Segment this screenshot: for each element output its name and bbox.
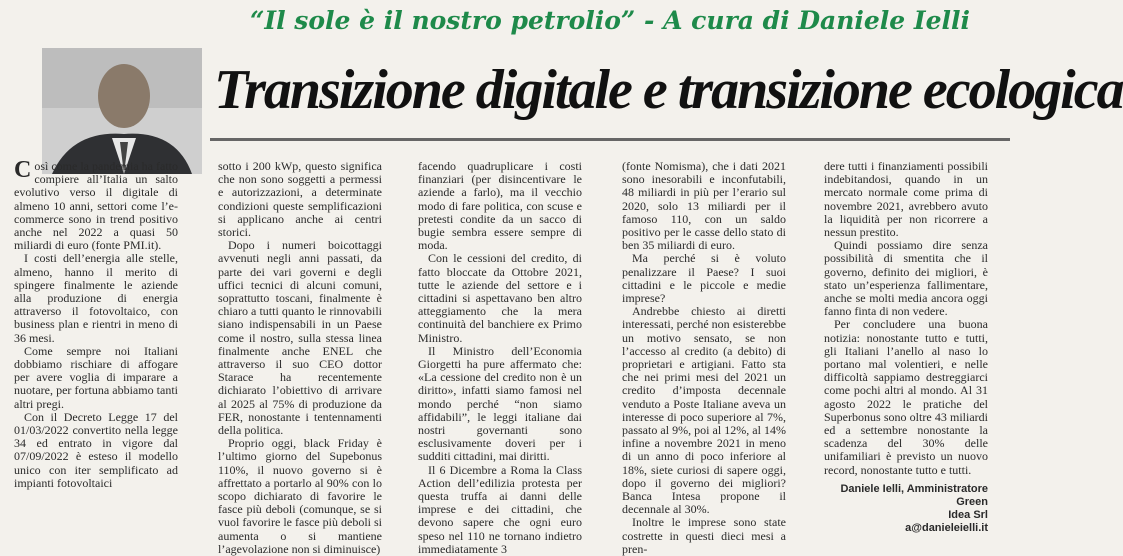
paragraph: sotto i 200 kWp, questo significa che non sono soggetti a permessi e autorizzazioni, a determinate condizioni queste semplificazioni si applicano anche ai centri storici. (218, 159, 382, 240)
paragraph: Proprio oggi, black Friday è l’ultimo giorno del Supebonus 110%, il nuovo governo si è affrettato a portarlo al 90% con lo scopo dichiarato di favorire le fasce più deboli (comunque, se si vuol favorire le fasce più deboli si aumenta o si mantiene l’agevolazione non si diminuisce) (218, 436, 382, 556)
paragraph: Come sempre noi Italiani dobbiamo rischiare di affogare per avere voglia di imparare a nuotare, per fortuna abbiamo tanti altri pregi. (14, 343, 178, 411)
paragraph: Il Ministro dell’Economia Giorgetti ha pure affermato che: «La cessione del credito non è un diritto», infatti siamo famosi nel mondo perché “non siamo affidabili”, le leggi italiane dai nostri governanti sono esclusivamente doveri per i sudditi cittadini, mai diritti. (418, 343, 582, 464)
paragraph: Con il Decreto Legge 17 del 01/03/2022 convertito nella legge 34 ed entrato in vigore dal 07/09/2022 è esteso il modello unico con iter semplificato ad impianti fotovoltaici (14, 409, 178, 490)
author-portrait-illustration (42, 48, 202, 174)
paragraph: facendo quadruplicare i costi finanziari (per disincentivare le aziende a farlo), ma il vecchio modo di fare politica, con scuse e pretesti condite da un sacco di bugie sembra essere sempre di moda. (418, 159, 582, 253)
paragraph: I costi dell’energia alle stelle, almeno, hanno il merito di spingere finalmente le aziende alla produzione di energia attraverso il fotovoltaico, con business plan e rientri in meno di 36 mesi. (14, 251, 178, 345)
paragraph: Così come la pandemia ha fatto compiere all’Italia un salto evolutivo verso il digitale di almeno 10 anni, settori come l’e-commerce sono in trend positivo anche nel 2022 a quasi 50 miliardi di euro (fonte PMI.it). (14, 157, 178, 253)
paragraph: Per concludere una buona notizia: nonostante tutto e tutti, gli Italiani l’anello al naso lo portano mal volentieri, e nelle difficoltà sappiamo destreggiarci come pochi altri al mondo. Al 31 agosto 2022 le pratiche del Superbonus sono oltre 43 miliardi ed a settembre nonostante la scadenza del 30% delle unifamiliari è previsto un nuovo record, nonostante tutto e tutti. (824, 317, 988, 477)
article-column-1 (14, 157, 178, 490)
author-photo (42, 48, 202, 174)
paragraph: Con le cessioni del credito, di fatto bloccate da Ottobre 2021, tutte le aziende del settore e i cittadini si aspettavano ben altro atteggiamento che la mera continuità del banchiere ex Primo Ministro. (418, 251, 582, 345)
article-column-2 (218, 160, 382, 556)
drop-cap: C (14, 157, 32, 183)
signature-company: Idea Srl (948, 508, 988, 521)
article-column-5 (824, 160, 988, 535)
article-column-3 (418, 160, 582, 556)
author-signature (824, 483, 988, 535)
signature-email: a@danieleielli.it (905, 521, 988, 534)
article-column-4 (622, 160, 786, 556)
headline-rule (210, 138, 1010, 141)
column-kicker: “Il sole è il nostro petrolio” - A cura di Daniele Ielli (250, 6, 970, 35)
paragraph: Andrebbe chiesto ai diretti interessati, perché non esisterebbe un motivo sensato, se non l’accesso al credito (a debito) di proprietari e artigiani. Fatto sta che nei primi mesi del 2021 un credito d’imposta decennale venduto a Poste Italiane aveva un interesse di poco superiore al 7%, passato al 9%, poi al 12%, al 14% infine a novembre 2021 in meno di un anno di poco inferiore al 18%, siete curiosi di sapere oggi, dopo il governo dei migliori? Banca Intesa propone il decennale al 30%. (622, 304, 786, 517)
paragraph: Il 6 Dicembre a Roma la Class Action dell’edilizia protesta per questa truffa ai danni delle imprese e dei cittadini, che devono sapere che ogni euro speso nel 110 ne tornano indietro immediatamente 3 (418, 462, 582, 556)
paragraph: Dopo i numeri boicottaggi avvenuti negli anni passati, da parte dei vari governi e degli uffici tecnici di alcuni comuni, soprattutto toscani, finalmente è chiaro a tutti quanto le rinnovabili siano indispensabili in un Paese come il nostro, sulla stessa linea finalmente anche ENEL che attraverso il suo CEO dottor Starace ha recentemente dichiarato l’obiettivo di arrivare al 2025 al 75% di produzione da FER, nonostante i tentennamenti della politica. (218, 238, 382, 438)
paragraph: (fonte Nomisma), che i dati 2021 sono inesorabili e inconfutabili, 48 miliardi in più per l’erario sul 2020, solo 13 miliardi per il famoso 110, con un saldo positivo per le casse dello stato di ben 35 miliardi di euro. (622, 159, 786, 253)
paragraph: dere tutti i finanziamenti possibili indebitandosi, quando in un mercato normale come prima di novembre 2021, avrebbero avuto la liquidità per non ricorrere a nessun prestito. (824, 159, 988, 240)
signature-name: Daniele Ielli, Amministratore Green (840, 482, 988, 508)
paragraph: Inoltre le imprese sono state costrette in questi dieci mesi a pren- (622, 515, 786, 556)
article-headline: Transizione digitale e transizione ecologica (214, 59, 1123, 121)
paragraph: Quindi possiamo dire senza possibilità di smentita che il governo, definito dei migliori, è stato un’esperienza fallimentare, anche se molti media ancora oggi fanno finta di non vedere. (824, 238, 988, 319)
paragraph: Ma perché si è voluto penalizzare il Paese? I suoi cittadini e le piccole e medie imprese? (622, 251, 786, 306)
